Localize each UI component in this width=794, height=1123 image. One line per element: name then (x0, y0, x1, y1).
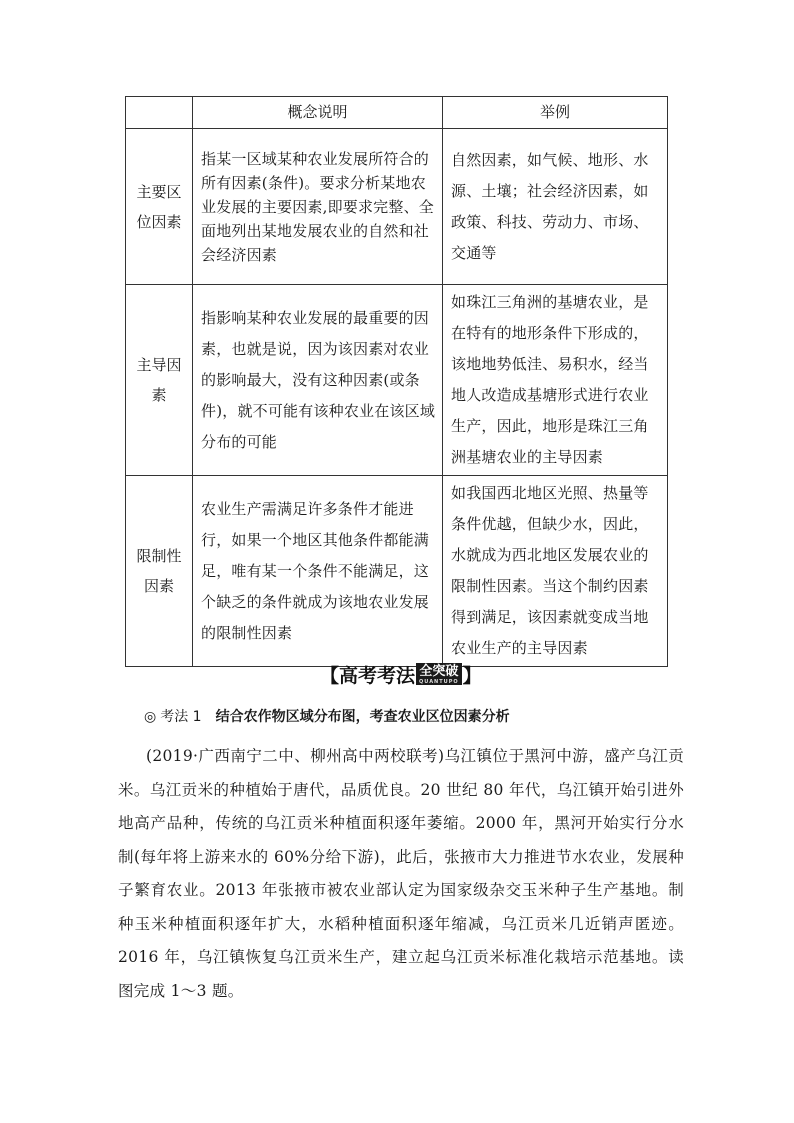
section-banner (320, 662, 500, 690)
row-name (126, 285, 193, 476)
example-cell: 如我国西北地区光照、热量等条件优越，但缺少水，因此，水就成为西北地区发展农业的限制性因素。当这个制约因素得到满足，该因素就变成当地农业生产的主导因素 (443, 476, 668, 667)
question-paragraph: (2019·广西南宁二中、柳州高中两校联考)乌江镇位于黑河中游，盛产乌江贡米。乌江贡米的种植始于唐代，品质优良。20 世纪 80 年代，乌江镇开始引进外地高产品种，传统的乌江贡米种植面积逐年萎缩。2000 年，黑河开始实行分水制(每年将上游来水的 60%分给下游)，此后，张掖市大力推进节水农业，发展种子繁育农业。2013 年张掖市被农业部认定为国家级杂交玉米种子生产基地。制种玉米种植面积逐年扩大，水稻种植面积逐年缩减，乌江贡米几近销声匿迹。2016 年，乌江镇恢复乌江贡米生产，建立起乌江贡米标准化栽培示范基地。读图完成 1～3 题。 (118, 747, 684, 1000)
concept-cell: 指某一区域某种农业发展所符合的所有因素(条件)。要求分析某地农业发展的主要因素,即要求完整、全面地列出某地发展农业的自然和社会经济因素 (193, 129, 443, 285)
example-cell: 如珠江三角洲的基塘农业，是在特有的地形条件下形成的，该地地势低洼、易积水，经当地人改造成基塘形式进行农业生产，因此，地形是珠江三角洲基塘农业的主导因素 (443, 285, 668, 476)
table-header-row (126, 97, 668, 129)
banner-left-bracket: 【 (320, 665, 340, 687)
row-name-text: 限制性 因素 (136, 547, 182, 595)
header-concept: 概念说明 (193, 97, 443, 129)
banner-badge-text: 全突破 (419, 664, 459, 679)
concept-cell: 农业生产需满足许多条件才能进行，如果一个地区其他条件都能满足，唯有某一个条件不能满足，这个缺乏的条件就成为该地农业发展的限制性因素 (193, 476, 443, 667)
method-title: 结合农作物区域分布图，考查农业区位因素分析 (215, 709, 510, 725)
table-row (126, 129, 668, 285)
banner-badge (416, 663, 462, 685)
row-name-text: 主导因 素 (136, 356, 182, 404)
row-name (126, 129, 193, 285)
concept-cell: 指影响某种农业发展的最重要的因素，也就是说，因为该因素对农业的影响最大，没有这种因素(或条件)，就不可能有该种农业在该区域分布的可能 (193, 285, 443, 476)
banner-right-bracket: 】 (462, 665, 482, 687)
header-example: 举例 (443, 97, 668, 129)
banner-title: 高考考法 (339, 665, 416, 687)
table-row (126, 285, 668, 476)
row-name (126, 476, 193, 667)
example-cell: 自然因素，如气候、地形、水源、土壤；社会经济因素，如政策、科技、劳动力、市场、交通等 (443, 129, 668, 285)
table-row (126, 476, 668, 667)
row-name-text: 主要区 位因素 (136, 182, 182, 231)
method-label: 考法 1 (160, 709, 202, 725)
banner-badge-subtext: QUANTUPO (419, 679, 459, 685)
concept-table (125, 96, 668, 667)
header-empty-cell (126, 97, 193, 129)
method-heading (144, 706, 704, 728)
method-bullet-icon: ◎ (144, 709, 157, 725)
